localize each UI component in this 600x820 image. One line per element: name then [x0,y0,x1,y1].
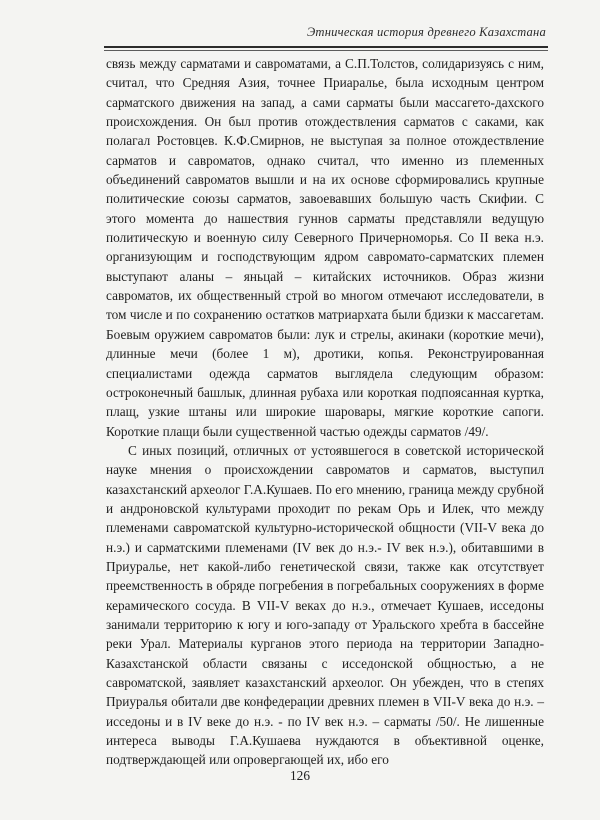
running-header-title: Этническая история древнего Казахстана [306,25,546,39]
running-header [104,22,548,48]
paragraph-1: связь между сарматами и савроматами, а С.П.Толстов, солидаризуясь с ним, считал, что Средняя Азия, точнее Приаралье, была исходным центром сарматского движения на запад, а сами сарматы были массагето-дахского происхождения. Он был против отождествления сарматов с саками, как полагал Ростовцев. К.Ф.Смирнов, не выступая за полное отождествление сарматов и савроматов, однако считал, что именно из племенных объединений савроматов вышли и на их основе сформировались крупные политические союзы сарматов, завоевавших большую часть Скифии. С этого момента до нашествия гуннов сарматы представляли ведущую политическую и военную силу Северного Причерноморья. Со II века н.э. организующим и господствующим ядром савромато-сарматских племен выступают аланы – яньцай – китайских источников. Образ жизни савроматов, их общественный строй во многом отмечают исследователи, в том числе и по сохранению остатков матриархата были бдизки к массагетам. Боевым оружием савроматов были: лук и стрелы, акинаки (короткие мечи), длинные мечи (более 1 м), дротики, копья. Реконструированная специалистами одежда сарматов выглядела следующим образом: остроконечный башлык, длинная рубаха или короткая подпоясанная куртка, плащ, узкие штаны или широкие шаровары, мягкие короткие сапоги. Короткие плащи были существенной частью одежды сарматов /49/. [106,56,544,439]
header-rule-thin [104,50,548,51]
page-number: 126 [290,768,310,783]
paragraph-2: С иных позиций, отличных от устоявшегося в советской исторической науке мнения о происхождении савроматов и сарматов, выступил казахстанский археолог Г.А.Кушаев. По его мнению, граница между срубной и андроновской культурами проходит по рекам Орь и Илек, что между племенами савроматской культурно-исторической общности (VII-V века до н.э.) и сарматскими племенами (IV век до н.э.- IV век н.э.), обитавшими в Приуралье, нет какой-либо генетической связи, также как отсутствует преемственность в обряде погребения в погребальных сооружениях в форме керамического сосуда. В VII-V веках до н.э., отмечает Кушаев, исседоны занимали территорию к югу и юго-западу от Уральского хребта в бассейне реки Урал. Материалы курганов этого периода на территории Западно-Казахстанской области связаны с исседонской общностью, а не савроматской, заявляет казахстанский археолог. Он убежден, что в степях Приуралья обитали две конфедерации древних племен в VII-V века до н.э. – исседоны и в IV веке до н.э. - по IV век н.э. – сарматы /50/. Не лишенные интереса выводы Г.А.Кушаева нуждаются в объективной оценке, подтверждающей или опровергающей их, ибо его [106,442,544,768]
header-rule-thick [104,46,548,48]
body-text [106,54,544,770]
